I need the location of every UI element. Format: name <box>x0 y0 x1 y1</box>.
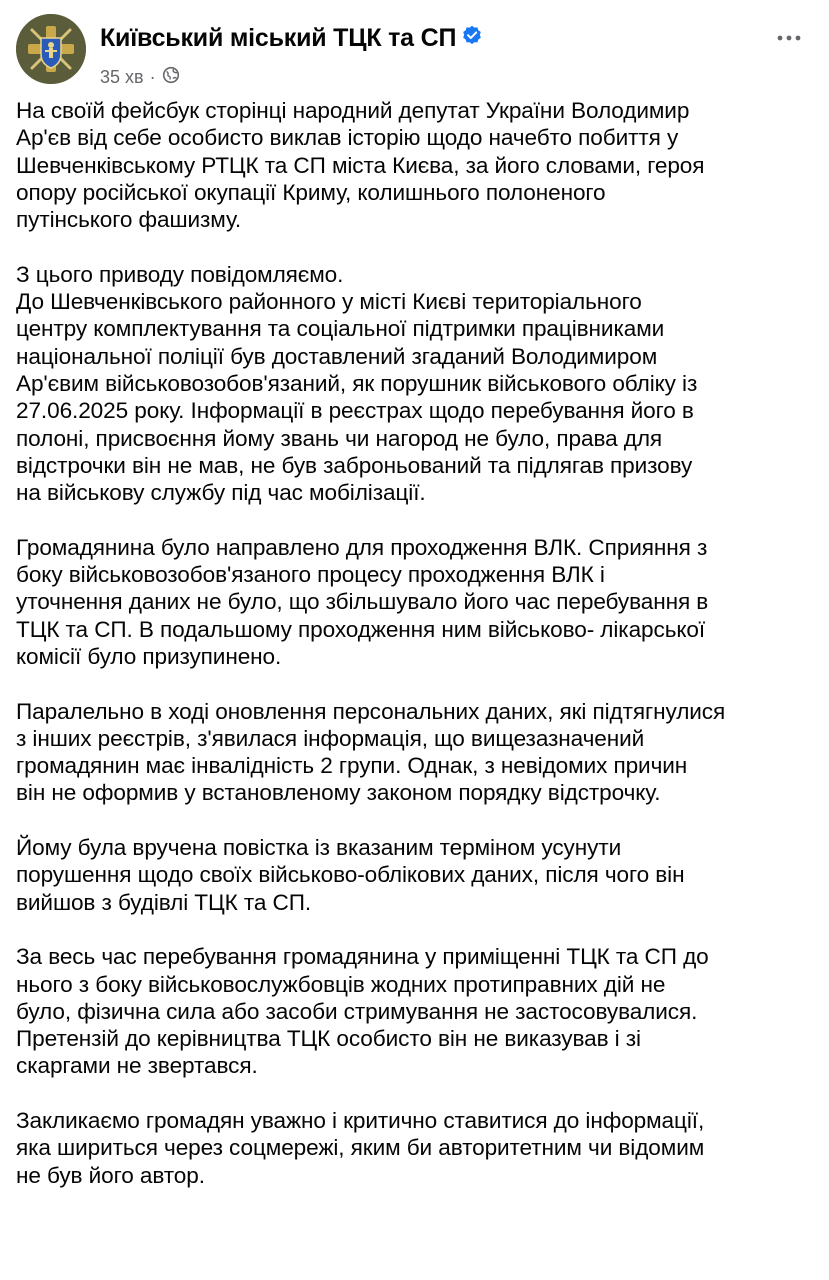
post-text-line: Громадянина було направлено для проходження ВЛК. Сприяння з <box>16 534 708 560</box>
post-text-line: центру комплектування та соціальної підтримки працівниками <box>16 316 665 342</box>
post-timestamp[interactable]: 35 хв <box>100 67 144 87</box>
post-text-line: За весь час перебування громадянина у приміщенні ТЦК та СП до <box>16 944 709 970</box>
page-name[interactable] <box>100 24 482 53</box>
post-text-line: До Шевченківського районного у місті Києві територіального <box>16 289 642 315</box>
post-text-line: На своїй фейсбук сторінці народний депутат України Володимир <box>16 98 690 123</box>
more-horizontal-icon <box>777 34 801 42</box>
post-text-line: Шевченківському РТЦК та СП міста Києва, за його словами, героя <box>16 152 705 178</box>
post-header <box>16 14 813 94</box>
post-paragraph <box>16 834 816 916</box>
post-text-line: він не оформив у встановленому законом порядку відстрочку. <box>16 780 661 806</box>
post-meta <box>100 66 180 89</box>
post-text-line: Закликаємо громадян уважно і критично ставитися до інформації, <box>16 1107 705 1133</box>
post-text-line: полоні, присвоєння йому звань чи нагород не було, права для <box>16 425 663 451</box>
more-options-button[interactable] <box>769 18 809 58</box>
post-paragraph <box>16 943 816 1079</box>
post-paragraph <box>16 1107 816 1189</box>
post-text-line: 27.06.2025 року. Інформації в реєстрах щодо перебування його в <box>16 398 694 424</box>
post-text-line: не був його автор. <box>16 1162 205 1188</box>
post-paragraph <box>16 97 816 233</box>
post-text-line: Ар'євим військовозобов'язаний, як порушник військового обліку із <box>16 370 698 396</box>
page-name-text[interactable]: Київський міський ТЦК та СП <box>100 24 457 52</box>
post-text-line: громадянин має інвалідність 2 групи. Однак, з невідомих причин <box>16 753 688 779</box>
post-text-line: національної поліції був доставлений згаданий Володимиром <box>16 343 658 369</box>
post-text-line: вийшов з будівлі ТЦК та СП. <box>16 889 312 915</box>
page-avatar[interactable] <box>16 14 86 84</box>
post-text-line: ТЦК та СП. В подальшому проходження ним військово- лікарської <box>16 616 706 642</box>
meta-separator: · <box>149 67 156 87</box>
post-text-line: боку військовозобов'язаного процесу проходження ВЛК і <box>16 562 605 588</box>
post-text-line: комісії було призупинено. <box>16 643 282 669</box>
post-text-line: Паралельно в ході оновлення персональних даних, які підтягнулися <box>16 698 726 724</box>
post-text-line: уточнення даних не було, що збільшувало його час перебування в <box>16 589 709 615</box>
post-paragraph <box>16 534 816 670</box>
globe-icon[interactable] <box>162 66 180 89</box>
emblem-avatar-icon <box>16 14 86 84</box>
post-text-line: Претензій до керівництва ТЦК особисто він не виказував і зі <box>16 1026 641 1052</box>
post-text <box>16 97 816 1216</box>
post-text-line: Ар'єв від себе особисто виклав історію щодо начебто побиття у <box>16 125 679 151</box>
verified-badge-icon <box>462 23 482 52</box>
post-text-line: З цього приводу повідомляємо. <box>16 261 344 287</box>
post-text-line: на військову службу під час мобілізації. <box>16 480 426 506</box>
post-text-line: скаргами не звертався. <box>16 1053 258 1079</box>
post-text-line: було, фізична сила або засоби стримування не застосовувалися. <box>16 998 698 1024</box>
post-text-line: Йому була вручена повістка із вказаним терміном усунути <box>16 835 622 861</box>
post-text-line: відстрочки він не мав, не був заброньований та підлягав призову <box>16 452 693 478</box>
post-text-line: опору російської окупації Криму, колишнього полоненого <box>16 179 606 205</box>
post-text-line: порушення щодо своїх військово-облікових даних, після чого він <box>16 862 685 888</box>
post-text-line: нього з боку військовослужбовців жодних протиправних дій не <box>16 971 666 997</box>
post-paragraph <box>16 261 816 507</box>
post-text-line: яка шириться через соцмережі, яким би авторитетним чи відомим <box>16 1135 705 1161</box>
post-paragraph <box>16 698 816 807</box>
post-text-line: з інших реєстрів, з'явилася інформація, що вищезазначений <box>16 725 645 751</box>
post-text-line: путінського фашизму. <box>16 207 242 233</box>
